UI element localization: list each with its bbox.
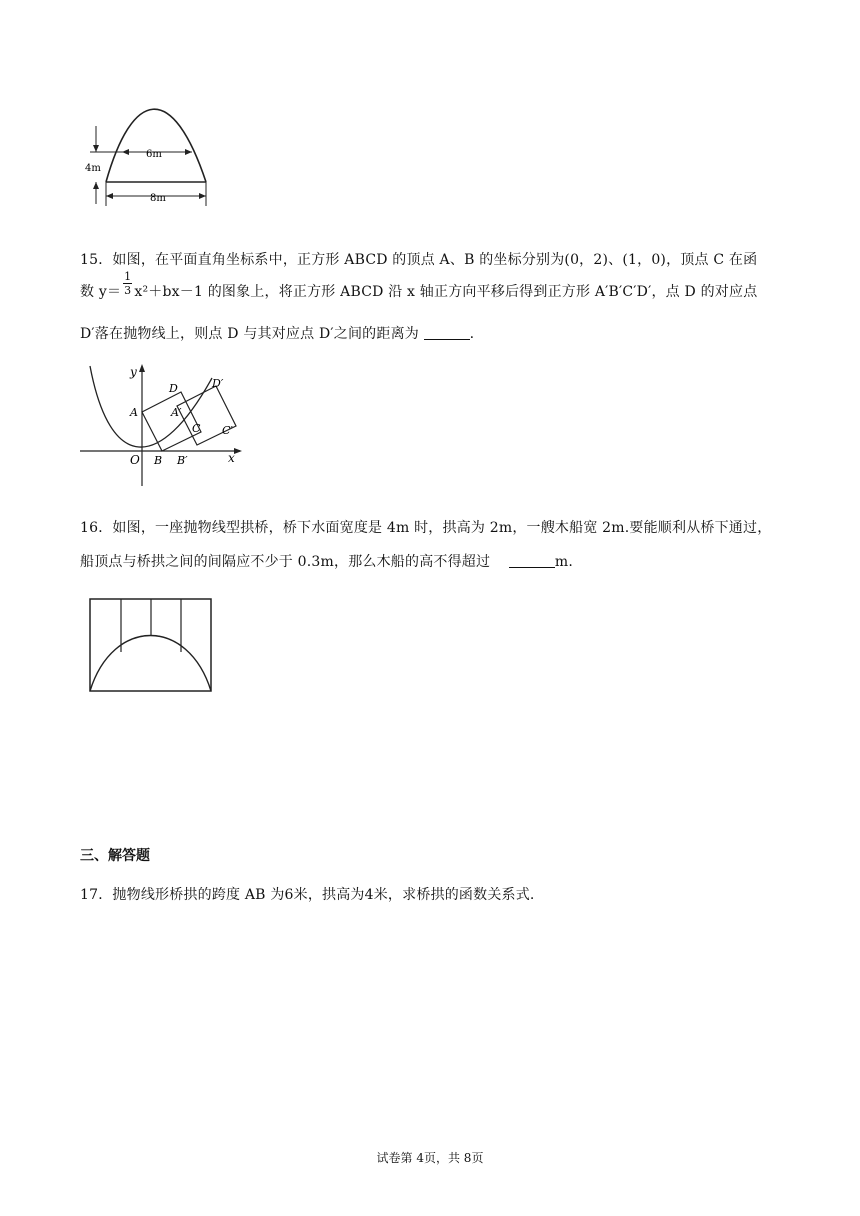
point-a-prime-label: A′: [171, 406, 182, 419]
q15-fraction: [123, 270, 132, 297]
origin-label: O: [130, 453, 140, 467]
q15-line3: [80, 323, 474, 343]
q15-answer-blank[interactable]: [424, 325, 470, 340]
point-d-label: D: [169, 382, 178, 395]
coordinate-figure: [80, 362, 250, 486]
page-footer: 试卷第 4页，共 8页: [376, 1151, 484, 1165]
q17-text: 17．抛物线形桥拱的跨度 AB 为6米，拱高为4米，求桥拱的函数关系式.: [80, 887, 535, 903]
q15-line3-text: D′落在抛物线上，则点 D 与其对应点 D′之间的距离为: [80, 326, 419, 342]
q15-line3-end: .: [469, 326, 475, 342]
arch-curve: [106, 109, 206, 182]
fraction-numerator: 1: [124, 270, 132, 283]
top-width-label: 6m: [146, 149, 162, 160]
height-label: 4m: [85, 163, 101, 174]
arch-bridge-figure: [88, 597, 214, 695]
q15-line2-suffix: x²＋bx－1 的图象上，将正方形 ABCD 沿 x 轴正方向平移后得到正方形 A′B′C′D′，点 D 的对应点: [134, 283, 758, 300]
q15-line2-prefix: 数 y＝: [80, 283, 122, 300]
base-width-label: 8m: [150, 193, 166, 204]
q15-line1: 15．如图，在平面直角坐标系中，正方形 ABCD 的顶点 A、B 的坐标分别为(0，2)、(1，0)，顶点 C 在函: [80, 252, 758, 268]
fraction-denominator: 3: [124, 284, 132, 297]
q16-line2: [80, 551, 573, 571]
point-b-label: B: [154, 454, 163, 467]
q15-line2: [80, 270, 758, 300]
point-d-prime-label: D′: [212, 377, 224, 390]
bridge-arch: [90, 636, 211, 692]
q16-line2-text: 船顶点与桥拱之间的间隔应不少于 0.3m，那么木船的高不得超过: [80, 554, 491, 570]
point-a-label: A: [130, 406, 138, 419]
point-c-prime-label: C′: [222, 424, 233, 437]
point-b-prime-label: B′: [177, 454, 188, 467]
x-axis-label: x: [228, 451, 235, 465]
q16-line2-end: m.: [554, 554, 573, 570]
q16-line1: 16．如图，一座抛物线型拱桥，桥下水面宽度是 4m 时，拱高为 2m，一艘木船宽 2m.要能顺利从桥下通过，: [80, 520, 772, 536]
point-c-label: C: [192, 422, 201, 435]
arch-dimension-figure: [84, 90, 214, 210]
y-axis-label: y: [130, 365, 137, 379]
q16-answer-blank[interactable]: [509, 553, 555, 568]
section-heading: 三、解答题: [80, 848, 150, 864]
